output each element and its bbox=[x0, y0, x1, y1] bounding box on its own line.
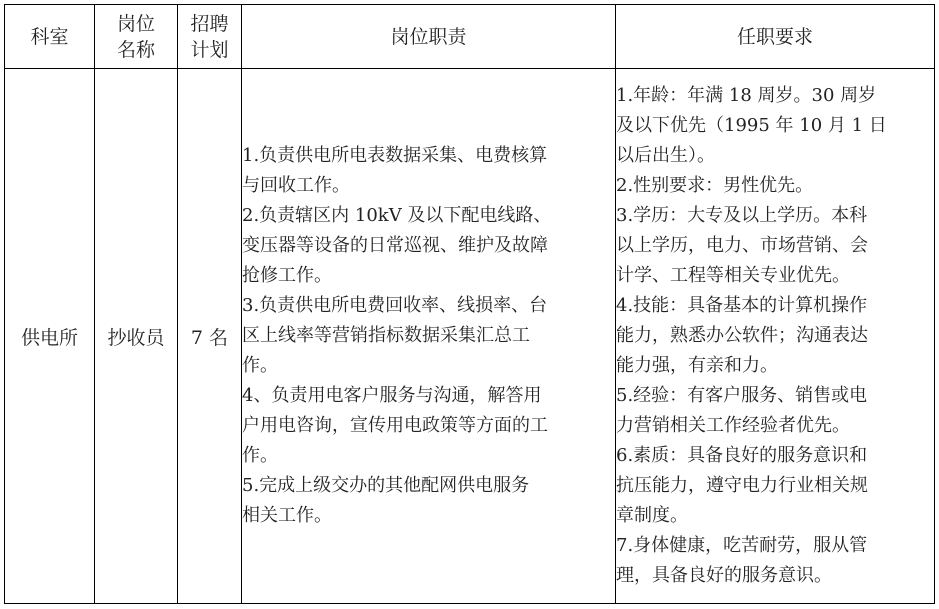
requirement-line: 章制度。 bbox=[616, 505, 688, 526]
header-position bbox=[95, 5, 178, 69]
requirement-line: 5.经验：有客户服务、销售或电 bbox=[616, 385, 868, 406]
duty-line: 与回收工作。 bbox=[242, 175, 350, 196]
requirement-line: 4.技能：具备基本的计算机操作 bbox=[616, 295, 868, 316]
cell-position: 抄收员 bbox=[95, 69, 178, 604]
requirement-line: 6.素质：具备良好的服务意识和 bbox=[616, 445, 868, 466]
duty-line: 3.负责供电所电费回收率、线损率、台 bbox=[242, 295, 548, 316]
requirement-line: 7.身体健康，吃苦耐劳，服从管 bbox=[616, 535, 868, 556]
cell-department: 供电所 bbox=[5, 69, 95, 604]
header-plan-line1: 招聘 bbox=[190, 12, 229, 35]
header-plan-line2: 计划 bbox=[190, 38, 229, 61]
cell-requirements bbox=[616, 69, 935, 604]
header-duties: 岗位职责 bbox=[242, 5, 616, 69]
requirement-line: 能力，熟悉办公软件；沟通表达 bbox=[616, 325, 868, 346]
requirement-line: 理，具备良好的服务意识。 bbox=[616, 565, 832, 586]
requirement-line: 3.学历：大专及以上学历。本科 bbox=[616, 205, 868, 226]
requirement-line: 能力强，有亲和力。 bbox=[616, 355, 778, 376]
duty-line: 5.完成上级交办的其他配网供电服务 bbox=[242, 475, 530, 496]
cell-count: 7 名 bbox=[178, 69, 242, 604]
requirement-line: 抗压能力，遵守电力行业相关规 bbox=[616, 475, 868, 496]
recruitment-table bbox=[4, 4, 935, 604]
requirement-line: 及以下优先（1995 年 10 月 1 日 bbox=[616, 115, 887, 136]
cell-duties bbox=[242, 69, 616, 604]
duty-line: 作。 bbox=[242, 445, 278, 466]
header-position-line1: 岗位 bbox=[116, 12, 155, 35]
requirement-line: 计学、工程等相关专业优先。 bbox=[616, 265, 850, 286]
duty-line: 1.负责供电所电表数据采集、电费核算 bbox=[242, 145, 548, 166]
header-row bbox=[5, 5, 935, 69]
header-position-line2: 名称 bbox=[116, 38, 155, 61]
header-plan bbox=[178, 5, 242, 69]
duty-line: 4、负责用电客户服务与沟通，解答用 bbox=[242, 385, 542, 406]
duty-line: 2.负责辖区内 10kV 及以下配电线路、 bbox=[242, 205, 552, 226]
requirement-line: 以后出生）。 bbox=[616, 145, 715, 166]
duty-line: 户用电咨询，宣传用电政策等方面的工 bbox=[242, 415, 548, 436]
requirement-line: 力营销相关工作经验者优先。 bbox=[616, 415, 850, 436]
requirement-line: 以上学历，电力、市场营销、会 bbox=[616, 235, 868, 256]
header-department: 科室 bbox=[5, 5, 95, 69]
duty-line: 抢修工作。 bbox=[242, 265, 332, 286]
duty-line: 区上线率等营销指标数据采集汇总工 bbox=[242, 325, 530, 346]
duty-line: 相关工作。 bbox=[242, 505, 332, 526]
duty-line: 作。 bbox=[242, 355, 278, 376]
table-row bbox=[5, 69, 935, 604]
duty-line: 变压器等设备的日常巡视、维护及故障 bbox=[242, 235, 548, 256]
requirement-line: 1.年龄：年满 18 周岁。30 周岁 bbox=[616, 85, 877, 106]
header-requirements: 任职要求 bbox=[616, 5, 935, 69]
requirement-line: 2.性别要求：男性优先。 bbox=[616, 175, 814, 196]
